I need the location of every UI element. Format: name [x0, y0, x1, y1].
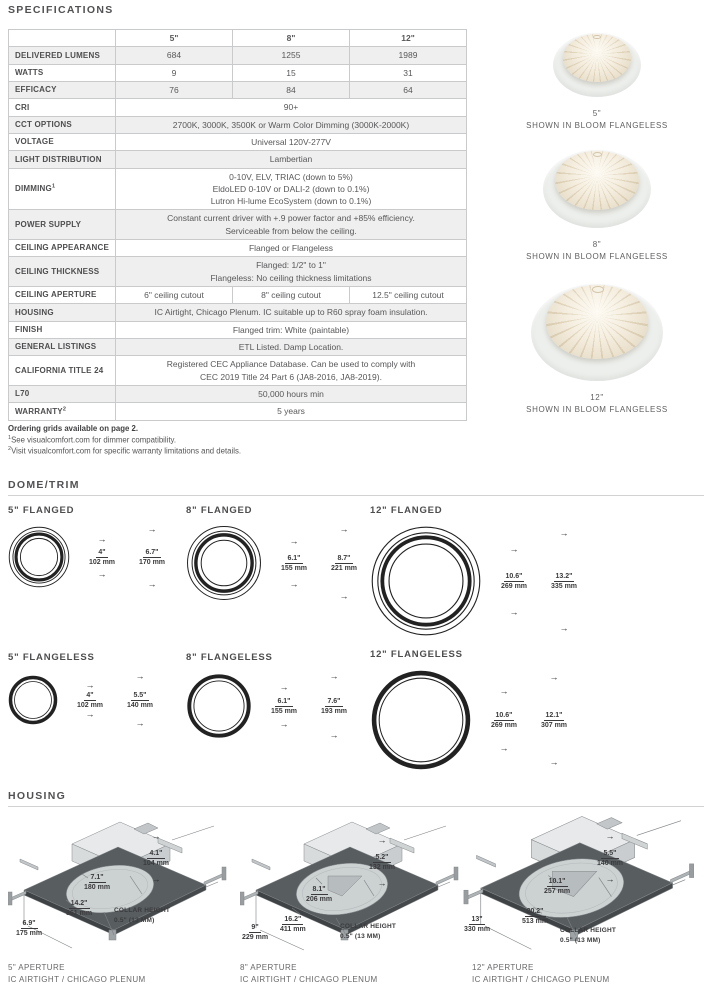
- ribbed-dome: [546, 285, 649, 359]
- table-row: WARRANTY$^2$ 5 years: [9, 403, 467, 420]
- flangeless-trim-diagram: [186, 673, 252, 739]
- housing-figure-8in: [240, 814, 466, 964]
- table-row: LIGHT DISTRIBUTION Lambertian: [9, 151, 467, 168]
- dim-arrow-icon: →: [147, 524, 157, 534]
- table-row: EFFICACY 76 84 64: [9, 81, 467, 98]
- collar-height-note: COLLAR HEIGHT 0.5" (13 MM): [114, 907, 171, 925]
- product-image-5in: [490, 33, 704, 130]
- table-row: VOLTAGE Universal 120V-277V: [9, 133, 467, 150]
- bloom-dome-image: [543, 150, 651, 228]
- flangeless-trim-diagram: [370, 669, 472, 771]
- housing-caption-8in: 8" APERTURE IC AIRTIGHT / CHICAGO PLENUM: [240, 963, 378, 984]
- flanged-trim-diagram: [8, 526, 70, 588]
- trim-figure-12-flangeless: 12" FLANGELESS → 10.6" 269 mm → → 12.1" 307 mm →: [370, 649, 573, 771]
- spec-table: [8, 29, 467, 421]
- header-12in: 12": [350, 30, 467, 47]
- inner-dimension: → 4" 102 mm →: [88, 534, 116, 579]
- trim-figure-8-flangeless: 8" FLANGELESS → 6.1" 155 mm → → 7.6" 193 mm →: [186, 652, 353, 740]
- section-divider: [8, 806, 704, 807]
- image-caption: SHOWN IN BLOOM FLANGELESS: [526, 121, 668, 130]
- product-image-8in: [490, 150, 704, 261]
- table-row: POWER SUPPLY Constant current driver with +.9 power factor and +85% efficiency. Serviceable from below the ceiling.: [9, 210, 467, 240]
- header-5in: 5": [116, 30, 233, 47]
- image-caption: SHOWN IN BLOOM FLANGELESS: [526, 252, 668, 261]
- table-row-dimming: DIMMING$^1$ 0-10V, ELV, TRIAC (down to 5%) EldoLED 0-10V or DALI-2 (down to 0.1%) Lutron Hi-lume EcoSystem (down to 0.1%): [9, 168, 467, 210]
- dim-arrow-icon: →: [97, 569, 107, 579]
- image-size-label: 5": [592, 109, 602, 118]
- footnote-ordering: Ordering grids available on page 2.: [8, 424, 138, 433]
- table-row: L70 50,000 hours min: [9, 385, 467, 402]
- table-row: WATTS 9 15 31: [9, 64, 467, 81]
- product-image-12in: [490, 284, 704, 414]
- inner-dimension: → 10.6" 269 mm →: [490, 686, 518, 753]
- inner-dimension: → 6.1" 155 mm →: [270, 682, 298, 729]
- table-row: CEILING THICKNESS Flanged: 1/2" to 1" Flangeless: No ceiling thickness limitations: [9, 257, 467, 287]
- table-row: HOUSING IC Airtight, Chicago Plenum. IC suitable up to R60 spray foam insulation.: [9, 304, 467, 321]
- footnote-2: $^2$Visit visualcomfort.com for specific warranty limitations and details.: [8, 446, 242, 456]
- flangeless-trim-diagram: [8, 675, 58, 725]
- footnote-1: $^1$See visualcomfort.com for dimmer compatibility.: [8, 435, 176, 445]
- outer-dimension: → 8.7" 221 mm →: [330, 524, 358, 601]
- dome-apex: [592, 286, 604, 293]
- table-row: CALIFORNIA TITLE 24 Registered CEC Appliance Database. Can be used to comply with CEC 2019 Title 24 Part 6 (JA8-2016, JA8-2019).: [9, 356, 467, 386]
- table-row: CEILING APPEARANCE Flanged or Flangeless: [9, 240, 467, 257]
- flanged-trim-diagram: [186, 525, 262, 601]
- outer-dimension: → 7.6" 193 mm →: [320, 671, 348, 740]
- table-row: CEILING APERTURE 6" ceiling cutout 8" ceiling cutout 12.5" ceiling cutout: [9, 287, 467, 304]
- image-size-label: 8": [592, 240, 602, 249]
- housing-caption-5in: 5" APERTURE IC AIRTIGHT / CHICAGO PLENUM: [8, 963, 146, 984]
- dim-arrow-icon: →: [147, 579, 157, 589]
- image-size-label: 12": [590, 393, 604, 402]
- trim-figure-5-flanged: 5" FLANGED → 4" 102 mm → → 6.7" 170 mm →: [8, 505, 171, 589]
- trim-figure-5-flangeless: 5" FLANGELESS → 4" 102 mm → → 5.5" 140 mm →: [8, 652, 159, 728]
- inner-dimension: → 4" 102 mm →: [76, 680, 104, 719]
- table-row: DELIVERED LUMENS 684 1255 1989: [9, 47, 467, 64]
- housing-isometric-drawing: [8, 814, 234, 962]
- table-header-row: [9, 30, 467, 47]
- outer-dimension: → 13.2" 335 mm →: [550, 528, 578, 633]
- housing-height-dimension: → 5.2" 132 mm →: [368, 835, 396, 888]
- flanged-trim-diagram: [370, 525, 482, 637]
- page-title: SPECIFICATIONS: [8, 4, 114, 16]
- housing-aperture-dimension: 7.1" 180 mm: [84, 874, 111, 891]
- table-row: FINISH Flanged trim: White (paintable): [9, 321, 467, 338]
- ribbed-dome: [563, 34, 632, 83]
- ribbed-dome: [555, 151, 639, 210]
- dome-trim-heading: DOME/TRIM: [8, 479, 80, 491]
- housing-caption-12in: 12" APERTURE IC AIRTIGHT / CHICAGO PLENUM: [472, 963, 610, 984]
- trim-figure-8-flanged: 8" FLANGED → 6.1" 155 mm → → 8.7" 221 mm →: [186, 505, 363, 601]
- housing-length-dimension: 20.2" 513 mm: [522, 908, 549, 925]
- header-8in: 8": [233, 30, 350, 47]
- bloom-dome-image: [553, 33, 641, 97]
- bloom-dome-image: [531, 284, 663, 381]
- section-divider: [8, 495, 704, 496]
- trim-figure-12-flanged: 12" FLANGED → 10.6" 269 mm → → 13.2" 335 mm →: [370, 505, 583, 637]
- collar-height-note: COLLAR HEIGHT 0.5" (13 MM): [560, 927, 617, 945]
- header-empty-cell: [9, 30, 116, 47]
- image-caption: SHOWN IN BLOOM FLANGELESS: [526, 405, 668, 414]
- table-row: CRI 90+: [9, 99, 467, 116]
- housing-figure-12in: [462, 808, 704, 964]
- table-row: GENERAL LISTINGS ETL Listed. Damp Location.: [9, 338, 467, 355]
- housing-length-dimension: 14.2" 361 mm: [66, 900, 93, 917]
- outer-dimension: → 6.7" 170 mm →: [138, 524, 166, 589]
- housing-aperture-dimension: 10.1" 257 mm: [544, 878, 571, 895]
- housing-length-dimension: 16.2" 411 mm: [280, 916, 306, 933]
- outer-dimension: → 5.5" 140 mm →: [126, 671, 154, 728]
- table-row: CCT OPTIONS 2700K, 3000K, 3500K or Warm Color Dimming (3000K-2000K): [9, 116, 467, 133]
- inner-dimension: → 6.1" 155 mm →: [280, 536, 308, 589]
- collar-height-note: COLLAR HEIGHT 0.5" (13 MM): [340, 923, 397, 941]
- inner-dimension: → 10.6" 269 mm →: [500, 544, 528, 617]
- housing-heading: HOUSING: [8, 790, 67, 802]
- housing-height-dimension: → 4.1" 104 mm →: [142, 831, 170, 884]
- outer-dimension: → 12.1" 307 mm →: [540, 672, 568, 767]
- housing-width-dimension: 6.9" 175 mm: [16, 920, 43, 937]
- housing-width-dimension: 13" 330 mm: [464, 916, 491, 933]
- housing-aperture-dimension: 8.1" 206 mm: [306, 886, 333, 903]
- dim-arrow-icon: →: [97, 534, 107, 544]
- housing-figure-5in: [8, 814, 234, 964]
- housing-width-dimension: 9" 229 mm: [242, 924, 269, 941]
- housing-height-dimension: → 5.5" 140 mm →: [596, 831, 624, 884]
